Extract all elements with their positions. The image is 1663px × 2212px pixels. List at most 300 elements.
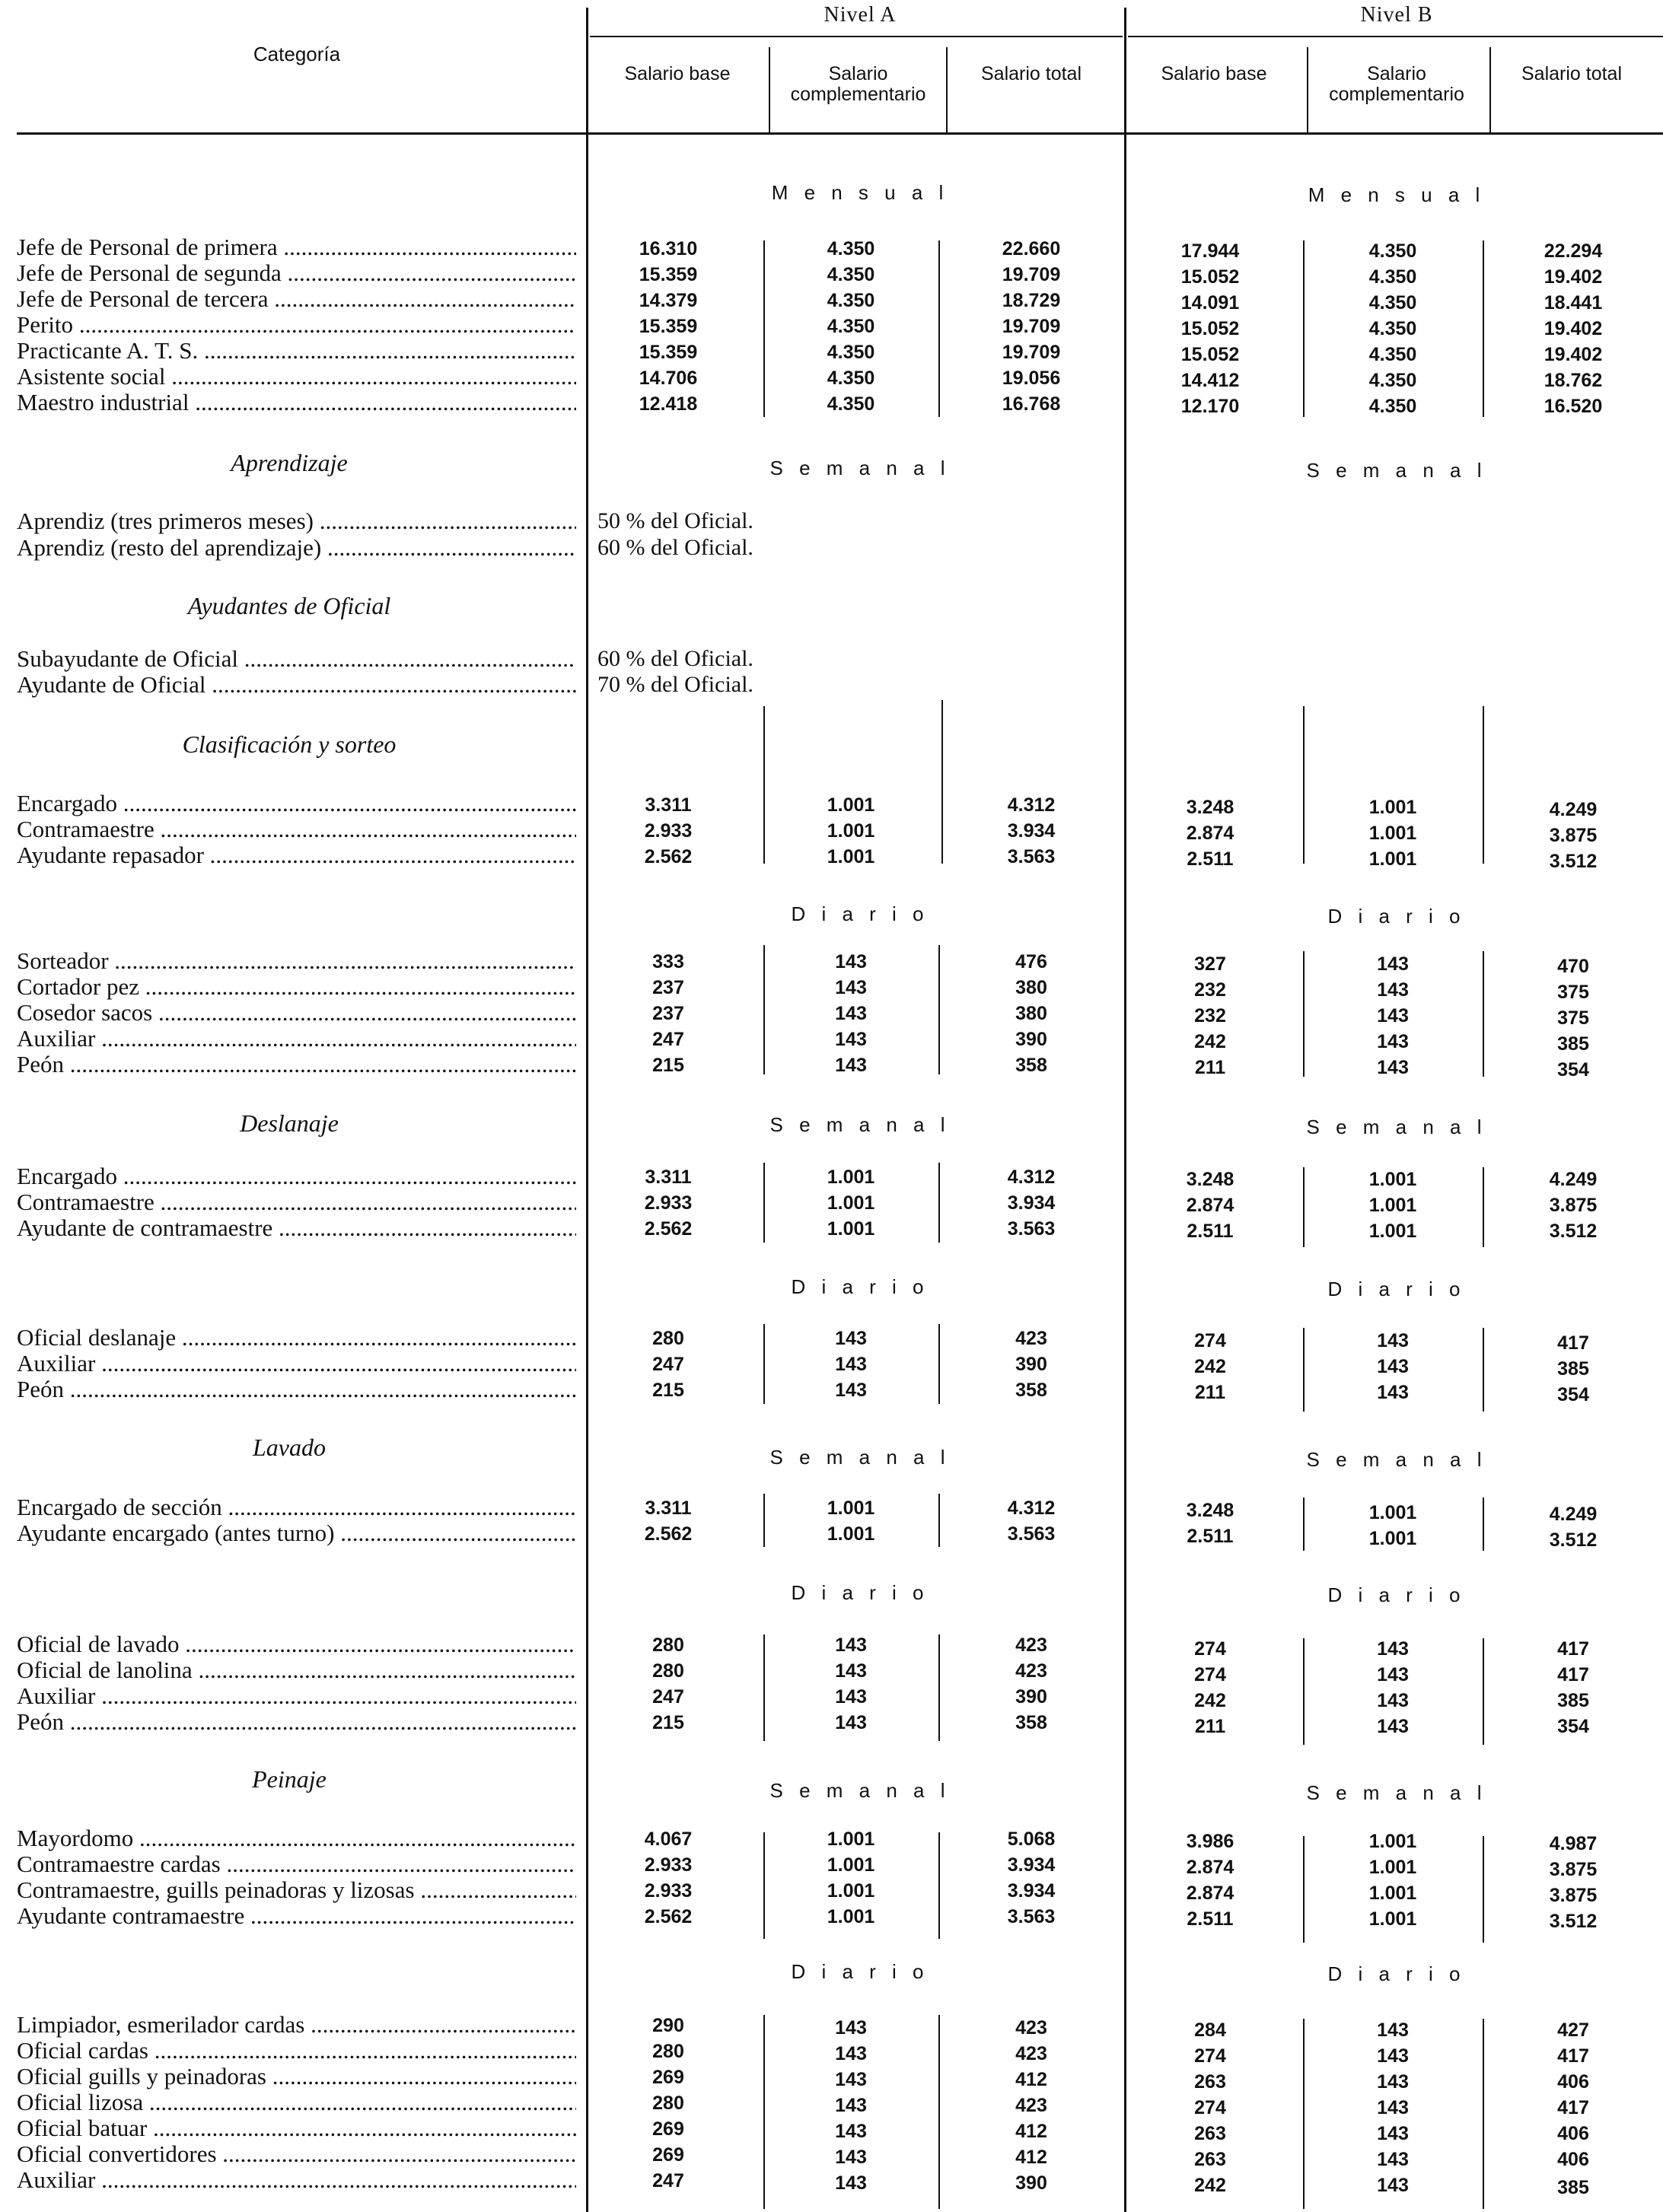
col-sep — [1483, 951, 1484, 1077]
b-base: 3.248 — [1186, 1500, 1235, 1521]
period-mensual-b: M e n s u a l — [1308, 183, 1486, 206]
row-label: Oficial deslanaje ..... — [17, 1324, 576, 1351]
period-diario-a: D i a r i o — [791, 1960, 929, 1983]
row-label: Mayordomo ..... — [17, 1825, 576, 1852]
col-sep — [1303, 240, 1305, 417]
b-total: 375 — [1557, 982, 1589, 1003]
b-comp: 1.001 — [1368, 848, 1417, 870]
a-comp: 143 — [835, 1660, 867, 1682]
a-comp: 143 — [835, 1380, 867, 1401]
b-total: 406 — [1557, 2123, 1589, 2144]
a-base: 14.379 — [639, 290, 698, 311]
a-base: 2.562 — [644, 846, 693, 867]
row-label: Limpiador, esmerilador cardas ..... — [17, 2011, 576, 2039]
a-base: 16.310 — [639, 238, 698, 259]
b-total: 406 — [1557, 2071, 1589, 2093]
b-base: 242 — [1194, 1356, 1226, 1377]
categoria-header: Categoría — [253, 43, 341, 65]
b-total: 16.520 — [1544, 396, 1603, 417]
a-total: 4.312 — [1007, 794, 1056, 816]
b-total: 417 — [1557, 2045, 1589, 2067]
row-label: Ayudante de Oficial ..... — [17, 671, 576, 699]
row-label: Peón ..... — [17, 1051, 576, 1078]
col-sep — [763, 945, 765, 1074]
row-label: Sorteador ..... — [17, 947, 576, 975]
row-label: Auxiliar ..... — [17, 1025, 576, 1052]
a-base-header: Salario base — [624, 63, 731, 84]
row-label: Ayudante encargado (antes turno) ..... — [17, 1520, 576, 1547]
a-comp: 4.350 — [827, 238, 875, 259]
a-total: 19.056 — [1002, 368, 1061, 389]
col-sep — [938, 1832, 940, 1939]
col-sep — [1303, 1167, 1305, 1247]
b-total: 417 — [1557, 2097, 1589, 2118]
a-comp: 143 — [835, 1686, 867, 1708]
a-comp: 4.350 — [827, 316, 875, 337]
a-comp: 4.350 — [827, 342, 875, 363]
a-comp: 1.001 — [827, 1854, 875, 1876]
b-total: 385 — [1557, 1358, 1589, 1380]
a-total: 380 — [1015, 977, 1047, 998]
a-base: 4.067 — [644, 1828, 693, 1850]
percent-value: 50 % del Oficial. — [597, 508, 753, 533]
col-sep — [938, 1163, 940, 1243]
b-total: 19.402 — [1544, 344, 1603, 365]
b-comp: 1.001 — [1368, 1831, 1417, 1852]
b-total: 3.512 — [1549, 851, 1598, 872]
b-total: 3.875 — [1549, 1885, 1598, 1906]
a-total: 390 — [1015, 2172, 1047, 2194]
period-semanal-a: S e m a n a l — [769, 1446, 951, 1469]
a-comp: 143 — [835, 1029, 867, 1050]
b-base: 2.874 — [1186, 1857, 1235, 1878]
a-base: 3.311 — [645, 1497, 692, 1519]
b-base: 242 — [1194, 1031, 1226, 1052]
a-total: 358 — [1015, 1380, 1047, 1401]
nivel-a-header: Nivel A — [824, 3, 897, 27]
a-base: 2.933 — [644, 820, 693, 842]
period-diario-b: D i a r i o — [1327, 905, 1466, 928]
b-total: 19.402 — [1544, 318, 1603, 339]
row-label: Jefe de Personal de segunda ..... — [17, 259, 576, 287]
a-comp: 143 — [835, 2172, 867, 2194]
b-base: 242 — [1194, 2175, 1226, 2196]
b-base: 2.874 — [1186, 1195, 1235, 1216]
a-base: 3.311 — [645, 794, 692, 816]
a-base: 280 — [652, 1634, 684, 1656]
period-semanal-b: S e m a n a l — [1306, 1116, 1487, 1138]
b-comp: 4.350 — [1368, 292, 1417, 313]
a-total: 4.312 — [1007, 1497, 1056, 1519]
b-total: 417 — [1557, 1664, 1589, 1685]
b-comp: 4.350 — [1368, 396, 1417, 417]
row-label: Cosedor sacos ..... — [17, 999, 576, 1026]
col-sep — [1303, 706, 1305, 864]
a-comp: 143 — [835, 2069, 867, 2090]
row-label: Maestro industrial ..... — [17, 389, 576, 416]
row-label: Jefe de Personal de tercera ..... — [17, 285, 576, 313]
b-comp: 143 — [1377, 2149, 1409, 2170]
period-semanal-b: S e m a n a l — [1306, 459, 1487, 482]
a-base: 280 — [652, 2041, 684, 2062]
row-label: Aprendiz (tres primeros meses) ..... — [17, 508, 576, 535]
b-comp: 1.001 — [1368, 1221, 1417, 1242]
b-comp: 143 — [1377, 953, 1409, 975]
b-base: 15.052 — [1180, 266, 1240, 288]
a-total: 380 — [1015, 1003, 1047, 1024]
row-label: Oficial de lanolina ..... — [17, 1657, 576, 1684]
b-total: 3.875 — [1549, 1195, 1598, 1216]
col-sep — [763, 1494, 765, 1547]
section-deslanaje: Deslanaje — [240, 1109, 339, 1137]
b-total: 4.249 — [1549, 799, 1598, 820]
a-total: 19.709 — [1002, 342, 1061, 363]
a-comp: 4.350 — [827, 393, 875, 415]
a-comp: 143 — [835, 2147, 867, 2168]
b-comp: 143 — [1377, 1057, 1409, 1078]
row-label: Oficial convertidores ..... — [17, 2140, 576, 2168]
period-semanal-a: S e m a n a l — [769, 1779, 951, 1802]
a-base: 269 — [652, 2118, 684, 2140]
b-total: 354 — [1557, 1716, 1589, 1737]
b-base: 274 — [1194, 2097, 1226, 2118]
b-total: 470 — [1557, 956, 1589, 977]
b-comp: 143 — [1377, 2019, 1409, 2041]
b-base: 232 — [1194, 979, 1226, 1001]
a-base: 215 — [652, 1712, 684, 1733]
a-base: 280 — [652, 1660, 684, 1682]
row-label: Oficial de lavado ..... — [17, 1631, 576, 1658]
header-col-sep-b1 — [1307, 47, 1308, 135]
col-sep — [1483, 1638, 1484, 1745]
b-comp: 143 — [1377, 1031, 1409, 1052]
b-total: 3.512 — [1549, 1911, 1598, 1932]
period-diario-b: D i a r i o — [1327, 1962, 1466, 1985]
a-comp: 143 — [835, 977, 867, 998]
b-total: 4.249 — [1549, 1169, 1598, 1190]
col-sep — [763, 240, 765, 417]
b-base: 2.511 — [1187, 1526, 1234, 1547]
a-comp: 1.001 — [827, 1218, 875, 1240]
col-sep — [938, 1634, 940, 1741]
section-clasificacion: Clasificación y sorteo — [182, 730, 397, 758]
row-label: Contramaestre cardas ..... — [17, 1851, 576, 1878]
a-base: 15.359 — [639, 316, 698, 337]
a-base: 2.933 — [644, 1854, 693, 1876]
b-base: 3.986 — [1186, 1831, 1235, 1852]
a-comp: 143 — [835, 2043, 867, 2064]
percent-value: 60 % del Oficial. — [597, 535, 753, 560]
header-col-sep-b2 — [1489, 47, 1491, 135]
col-sep — [1483, 240, 1484, 417]
period-semanal-a: S e m a n a l — [769, 1113, 951, 1136]
a-comp: 1.001 — [827, 820, 875, 842]
b-comp: 1.001 — [1368, 1857, 1417, 1878]
col-sep — [1303, 1836, 1305, 1943]
a-total: 3.563 — [1007, 1906, 1056, 1927]
a-total: 19.709 — [1002, 316, 1061, 337]
col-sep — [938, 2015, 940, 2209]
row-label: Ayudante contramaestre ..... — [17, 1902, 576, 1930]
b-base: 274 — [1194, 1330, 1226, 1351]
b-comp: 143 — [1377, 1005, 1409, 1026]
header-bottom-rule — [17, 132, 1663, 135]
a-total: 423 — [1015, 2043, 1047, 2064]
col-sep — [938, 1494, 940, 1547]
a-base: 280 — [652, 1328, 684, 1349]
a-total: 476 — [1015, 951, 1047, 972]
a-total: 22.660 — [1002, 238, 1061, 259]
row-label: Encargado ..... — [17, 1163, 576, 1190]
b-total: 18.762 — [1544, 370, 1603, 391]
period-semanal-a: S e m a n a l — [769, 457, 951, 479]
a-total-header: Salario total — [980, 63, 1082, 84]
b-total: 385 — [1557, 1690, 1589, 1711]
a-total: 423 — [1015, 1328, 1047, 1349]
col-sep — [1303, 2019, 1305, 2209]
b-comp: 1.001 — [1368, 1528, 1417, 1549]
row-label: Peón ..... — [17, 1376, 576, 1403]
a-comp: 1.001 — [827, 1497, 875, 1519]
a-total: 3.934 — [1007, 1192, 1056, 1214]
b-base: 263 — [1194, 2123, 1226, 2144]
col-sep — [1483, 2019, 1484, 2209]
b-base: 15.052 — [1180, 344, 1240, 365]
period-diario-a: D i a r i o — [791, 1275, 929, 1298]
row-label: Auxiliar ..... — [17, 2166, 576, 2194]
b-base: 14.412 — [1180, 370, 1240, 391]
col-sep — [938, 240, 940, 417]
b-total: 3.875 — [1549, 1859, 1598, 1880]
a-base: 237 — [652, 977, 684, 998]
b-base: 2.874 — [1186, 1883, 1235, 1904]
b-base: 284 — [1194, 2019, 1226, 2041]
a-comp: 143 — [835, 2095, 867, 2116]
a-total: 390 — [1015, 1029, 1047, 1050]
b-base: 2.511 — [1187, 848, 1234, 870]
row-label: Contramaestre ..... — [17, 1189, 576, 1216]
row-label: Perito ..... — [17, 311, 576, 339]
b-base: 274 — [1194, 2045, 1226, 2067]
a-base: 2.933 — [644, 1192, 693, 1214]
a-base: 237 — [652, 1003, 684, 1024]
b-base: 274 — [1194, 1638, 1226, 1660]
a-total: 412 — [1015, 2069, 1047, 2090]
row-label: Oficial batuar ..... — [17, 2115, 576, 2142]
b-total: 4.249 — [1549, 1504, 1598, 1525]
period-diario-b: D i a r i o — [1327, 1583, 1466, 1606]
a-total: 412 — [1015, 2147, 1047, 2168]
a-base: 12.418 — [639, 393, 698, 415]
b-base: 327 — [1194, 953, 1226, 975]
b-total: 4.987 — [1549, 1833, 1598, 1854]
b-base: 2.511 — [1187, 1908, 1234, 1930]
header-col-sep-a2 — [946, 47, 948, 135]
b-comp: 1.001 — [1368, 1195, 1417, 1216]
b-comp: 1.001 — [1368, 1169, 1417, 1190]
b-total: 3.512 — [1549, 1221, 1598, 1242]
a-total: 4.312 — [1007, 1166, 1056, 1188]
a-total: 19.709 — [1002, 264, 1061, 285]
a-total: 423 — [1015, 2017, 1047, 2039]
row-label: Asistente social ..... — [17, 363, 576, 390]
section-peinaje: Peinaje — [252, 1765, 327, 1793]
percent-value: 70 % del Oficial. — [597, 672, 753, 697]
a-comp: 143 — [835, 1634, 867, 1656]
b-total: 3.512 — [1549, 1529, 1598, 1551]
b-total: 417 — [1557, 1638, 1589, 1660]
b-total: 354 — [1557, 1384, 1589, 1405]
b-total: 385 — [1557, 1033, 1589, 1055]
b-base-header: Salario base — [1161, 63, 1267, 84]
section-aprendizaje: Aprendizaje — [231, 449, 348, 476]
b-total: 19.402 — [1544, 266, 1603, 288]
row-label: Peón ..... — [17, 1708, 576, 1736]
a-comp: 4.350 — [827, 368, 875, 389]
a-base: 269 — [652, 2067, 684, 2088]
b-total: 375 — [1557, 1007, 1589, 1029]
a-total: 423 — [1015, 2095, 1047, 2116]
a-total: 3.563 — [1007, 846, 1056, 867]
row-label: Aprendiz (resto del aprendizaje) ..... — [17, 534, 576, 562]
a-base: 2.562 — [644, 1218, 693, 1240]
a-total: 5.068 — [1007, 1828, 1056, 1850]
b-comp: 143 — [1377, 1664, 1409, 1685]
a-comp: 4.350 — [827, 290, 875, 311]
row-label: Jefe de Personal de primera ..... — [17, 234, 576, 261]
a-base: 14.706 — [639, 368, 698, 389]
a-base: 2.933 — [644, 1880, 693, 1902]
row-label: Oficial guills y peinadoras ..... — [17, 2063, 576, 2090]
b-base: 12.170 — [1180, 396, 1240, 417]
b-comp: 4.350 — [1368, 240, 1417, 262]
row-label: Practicante A. T. S. ..... — [17, 337, 576, 364]
col-sep — [1303, 1328, 1305, 1412]
section-ayudantes: Ayudantes de Oficial — [187, 592, 391, 619]
col-sep — [1483, 706, 1484, 864]
b-base: 211 — [1194, 1382, 1226, 1403]
col-sep — [1303, 1638, 1305, 1745]
b-base: 3.248 — [1186, 797, 1235, 818]
col-sep — [763, 706, 765, 864]
header-rule-a — [590, 36, 1123, 37]
period-semanal-b: S e m a n a l — [1306, 1781, 1487, 1804]
a-base: 280 — [652, 2093, 684, 2114]
b-comp: 1.001 — [1368, 1502, 1417, 1523]
b-total: 3.875 — [1549, 825, 1598, 846]
period-diario-a: D i a r i o — [791, 1581, 929, 1604]
b-comp: 143 — [1377, 1382, 1409, 1403]
col-sep — [763, 1832, 765, 1939]
b-base: 211 — [1194, 1057, 1226, 1078]
b-total: 417 — [1557, 1332, 1589, 1354]
b-total: 18.441 — [1544, 292, 1603, 313]
a-total: 3.563 — [1007, 1523, 1056, 1545]
b-comp: 1.001 — [1368, 823, 1417, 844]
a-total: 3.563 — [1007, 1218, 1056, 1240]
b-comp-header: Salario complementario — [1329, 63, 1464, 105]
nivel-b-header: Nivel B — [1360, 3, 1433, 27]
col-sep — [763, 1634, 765, 1741]
row-label: Oficial lizosa ..... — [17, 2089, 576, 2116]
b-comp: 1.001 — [1368, 797, 1417, 818]
col-sep — [763, 1163, 765, 1243]
period-mensual-a: M e n s u a l — [771, 181, 949, 204]
b-comp: 4.350 — [1368, 318, 1417, 339]
a-base: 2.562 — [644, 1523, 693, 1545]
b-comp: 143 — [1377, 1716, 1409, 1737]
a-comp: 143 — [835, 1328, 867, 1349]
header-col-sep-a1 — [769, 47, 770, 135]
a-comp: 1.001 — [827, 846, 875, 867]
b-base: 2.511 — [1187, 1221, 1234, 1242]
row-label: Cortador pez ..... — [17, 973, 576, 1001]
b-comp: 143 — [1377, 1690, 1409, 1711]
a-comp: 4.350 — [827, 264, 875, 285]
a-comp: 1.001 — [827, 1880, 875, 1902]
divider-categoria — [586, 8, 588, 2212]
a-base: 247 — [652, 1686, 684, 1708]
b-base: 2.874 — [1186, 823, 1235, 844]
a-base: 247 — [652, 1354, 684, 1375]
a-total: 16.768 — [1002, 393, 1061, 415]
a-base: 290 — [652, 2015, 684, 2036]
a-total: 358 — [1015, 1055, 1047, 1076]
a-comp: 143 — [835, 2017, 867, 2039]
row-label: Subayudante de Oficial ..... — [17, 645, 576, 673]
col-sep — [1483, 1836, 1484, 1943]
a-base: 15.359 — [639, 342, 698, 363]
a-base: 215 — [652, 1380, 684, 1401]
a-comp-header: Salario complementario — [790, 63, 926, 105]
col-sep — [1303, 1497, 1305, 1551]
col-sep — [763, 2015, 765, 2209]
a-total: 3.934 — [1007, 820, 1056, 842]
a-base: 3.311 — [645, 1166, 692, 1188]
b-comp: 4.350 — [1368, 370, 1417, 391]
row-label: Encargado de sección ..... — [17, 1494, 576, 1521]
col-sep — [1483, 1167, 1484, 1247]
period-semanal-b: S e m a n a l — [1306, 1448, 1487, 1471]
a-comp: 1.001 — [827, 1828, 875, 1850]
b-base: 263 — [1194, 2071, 1226, 2093]
b-comp: 1.001 — [1368, 1883, 1417, 1904]
b-total: 406 — [1557, 2149, 1589, 2170]
a-comp: 143 — [835, 1712, 867, 1733]
a-comp: 143 — [835, 2121, 867, 2142]
a-base: 247 — [652, 1029, 684, 1050]
b-comp: 143 — [1377, 979, 1409, 1001]
b-base: 3.248 — [1186, 1169, 1235, 1190]
b-base: 242 — [1194, 1690, 1226, 1711]
a-total: 18.729 — [1002, 290, 1061, 311]
a-comp: 143 — [835, 951, 867, 972]
b-comp: 143 — [1377, 2097, 1409, 2118]
col-sep — [1303, 951, 1305, 1077]
b-comp: 143 — [1377, 2071, 1409, 2093]
a-base: 247 — [652, 2170, 684, 2191]
row-label: Encargado ..... — [17, 790, 576, 817]
col-sep — [938, 1324, 940, 1404]
b-base: 17.944 — [1180, 240, 1240, 262]
b-base: 15.052 — [1180, 318, 1240, 339]
a-total: 390 — [1015, 1686, 1047, 1708]
b-total: 354 — [1557, 1059, 1589, 1081]
b-total: 385 — [1557, 2177, 1589, 2198]
a-comp: 143 — [835, 1003, 867, 1024]
a-base: 215 — [652, 1055, 684, 1076]
a-comp: 1.001 — [827, 794, 875, 816]
